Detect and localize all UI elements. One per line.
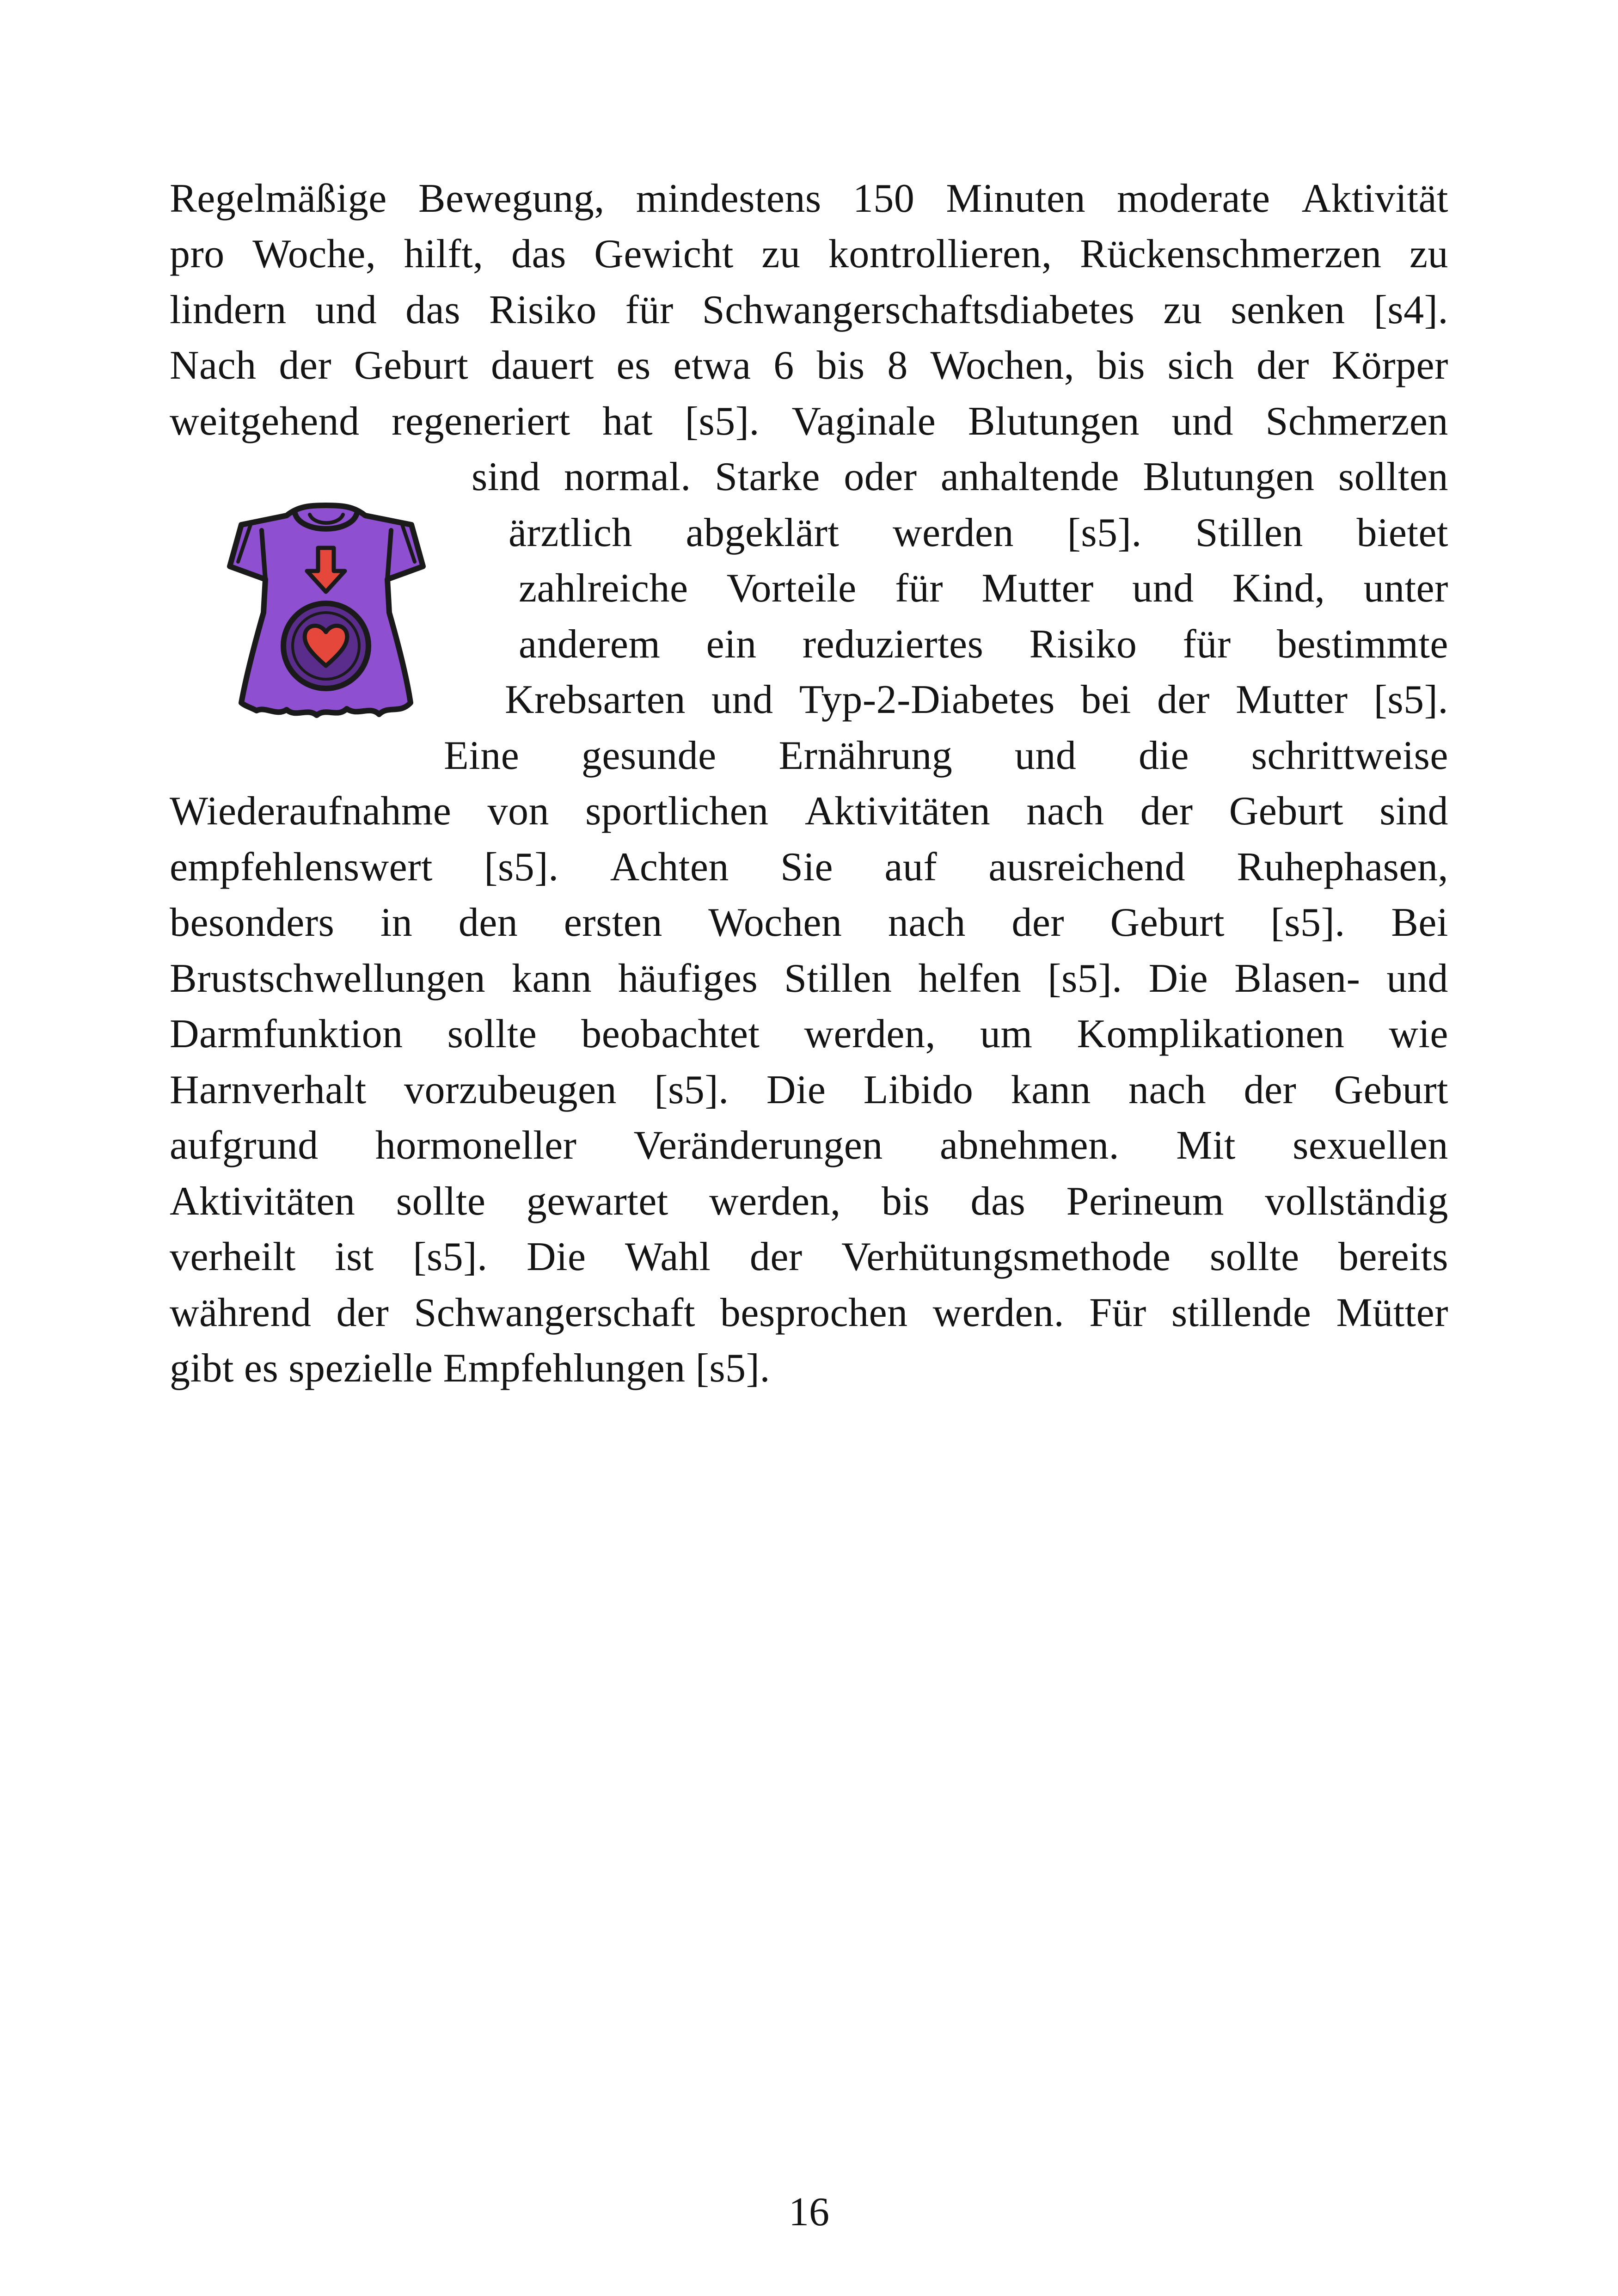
word: [s5]. xyxy=(695,1346,770,1391)
word: für xyxy=(895,566,944,611)
word: anderem xyxy=(519,622,661,667)
word: Wochen xyxy=(708,900,842,945)
word: [s5]. xyxy=(1048,956,1122,1001)
text-line xyxy=(170,343,1448,389)
word: sportlichen xyxy=(585,789,769,834)
page-number: 16 xyxy=(789,2190,829,2235)
word: bis xyxy=(1097,343,1145,388)
word: Brustschwellungen xyxy=(170,956,486,1001)
word: Blutungen xyxy=(968,399,1140,444)
word: wie xyxy=(1389,1012,1448,1056)
word: Geburt xyxy=(1334,1068,1448,1112)
text-line xyxy=(170,399,1448,445)
word: es xyxy=(244,1346,279,1391)
word: lindern xyxy=(170,288,287,332)
word: [s5]. xyxy=(1067,510,1142,555)
word: und xyxy=(315,288,377,332)
word: abgeklärt xyxy=(686,510,840,555)
word: vollständig xyxy=(1265,1179,1448,1224)
word: schrittweise xyxy=(1251,733,1448,778)
word: und xyxy=(1014,733,1077,778)
word: in xyxy=(380,900,413,945)
word: sexuellen xyxy=(1293,1123,1448,1168)
word: sind xyxy=(1379,789,1448,834)
word: Wiederaufnahme xyxy=(170,789,452,834)
text-line xyxy=(519,621,1448,668)
word: weitgehend xyxy=(170,399,360,444)
word: Für xyxy=(1089,1290,1146,1335)
word: kann xyxy=(1011,1068,1091,1112)
word: helfen xyxy=(918,956,1022,1001)
word: oder xyxy=(844,454,917,499)
word: verheilt xyxy=(170,1234,296,1279)
word: sollte xyxy=(1209,1234,1299,1279)
word: 8 xyxy=(887,343,908,388)
word: aufgrund xyxy=(170,1123,319,1168)
word: Blasen- xyxy=(1234,956,1361,1001)
word: der xyxy=(1140,789,1193,834)
word: nach xyxy=(1026,789,1104,834)
word: Perineum xyxy=(1066,1179,1224,1224)
word: Verhütungsmethode xyxy=(841,1234,1171,1279)
word: zahlreiche xyxy=(519,566,688,611)
word: spezielle xyxy=(288,1346,433,1391)
word: Starke xyxy=(715,454,820,499)
word: das xyxy=(405,288,460,332)
word: und xyxy=(1132,566,1194,611)
word: Ruhephasen, xyxy=(1237,845,1448,890)
word: Geburt xyxy=(1229,789,1344,834)
word: Bewegung, xyxy=(418,176,605,221)
word: Regelmäßige xyxy=(170,176,387,221)
word: werden, xyxy=(804,1012,936,1056)
word: Empfehlungen xyxy=(443,1346,686,1391)
word: kann xyxy=(512,956,592,1001)
word: nach xyxy=(888,900,966,945)
word: Vorteile xyxy=(726,566,857,611)
word: bis xyxy=(816,343,865,388)
word: besonders xyxy=(170,900,335,945)
word: [s5]. xyxy=(685,399,760,444)
text-line xyxy=(519,565,1448,612)
word: nach xyxy=(1128,1068,1207,1112)
text-line xyxy=(170,1011,1448,1057)
word: häufiges xyxy=(618,956,758,1001)
word: für xyxy=(1183,622,1231,667)
word: [s5]. xyxy=(484,845,559,890)
word: Die xyxy=(526,1234,586,1279)
word: sind xyxy=(472,454,540,499)
word: der xyxy=(1256,343,1309,388)
text-line xyxy=(170,844,1448,890)
word: bestimmte xyxy=(1276,622,1448,667)
text-line xyxy=(170,956,1448,1002)
word: hat xyxy=(602,399,653,444)
word: etwa xyxy=(673,343,751,388)
word: [s5]. xyxy=(413,1234,488,1279)
word: und xyxy=(711,677,773,722)
word: bei xyxy=(1080,677,1131,722)
maternity-dress-heart-icon xyxy=(217,497,435,728)
word: bietet xyxy=(1356,510,1448,555)
word: Stillen xyxy=(1195,510,1303,555)
word: Stillen xyxy=(784,956,892,1001)
word: hilft, xyxy=(404,232,484,276)
word: abnehmen. xyxy=(939,1123,1120,1168)
word: das xyxy=(511,232,566,276)
word: sich xyxy=(1167,343,1234,388)
word: sollten xyxy=(1338,454,1448,499)
word: normal. xyxy=(564,454,691,499)
word: den xyxy=(458,900,518,945)
word: Kind, xyxy=(1232,566,1325,611)
word: Die xyxy=(766,1068,826,1112)
word: von xyxy=(487,789,549,834)
word: [s4]. xyxy=(1373,288,1448,332)
word: der xyxy=(1157,677,1210,722)
text-line xyxy=(170,287,1448,333)
word: pro xyxy=(170,232,225,276)
word: Typ-2-Diabetes xyxy=(799,677,1055,722)
word: Komplikationen xyxy=(1077,1012,1345,1056)
word: Ernährung xyxy=(778,733,953,778)
word: anhaltende xyxy=(940,454,1120,499)
word: mindestens xyxy=(636,176,821,221)
word: sollte xyxy=(396,1179,486,1224)
word: gesunde xyxy=(581,733,717,778)
word: gewartet xyxy=(526,1179,668,1224)
word: Woche, xyxy=(252,232,376,276)
word: ist xyxy=(335,1234,374,1279)
text-line xyxy=(170,1290,1448,1336)
word: Nach xyxy=(170,343,257,388)
word: der xyxy=(336,1290,389,1335)
word: während xyxy=(170,1290,312,1335)
text-line xyxy=(472,454,1448,500)
word: [s5]. xyxy=(1270,900,1345,945)
word: um xyxy=(980,1012,1033,1056)
word: Risiko xyxy=(1029,622,1137,667)
text-line xyxy=(505,677,1448,723)
word: 150 xyxy=(852,176,915,221)
word: moderate xyxy=(1117,176,1270,221)
word: Schwangerschaft xyxy=(414,1290,695,1335)
word: bis xyxy=(881,1179,930,1224)
word: für xyxy=(625,288,674,332)
word: senken xyxy=(1231,288,1345,332)
text-line xyxy=(509,510,1448,556)
word: Wochen, xyxy=(930,343,1075,388)
word: ein xyxy=(706,622,757,667)
word: Aktivitäten xyxy=(804,789,991,834)
word: 6 xyxy=(773,343,794,388)
word: Körper xyxy=(1331,343,1448,388)
word: [s5]. xyxy=(654,1068,729,1112)
word: werden. xyxy=(932,1290,1065,1335)
word: Risiko xyxy=(489,288,597,332)
word: Veränderungen xyxy=(633,1123,883,1168)
text-line xyxy=(444,733,1448,779)
text-line xyxy=(170,1234,1448,1280)
text-line xyxy=(170,900,1448,946)
word: es xyxy=(616,343,651,388)
word: und xyxy=(1171,399,1233,444)
word: Geburt xyxy=(1110,900,1225,945)
word: der xyxy=(749,1234,803,1279)
word: Libido xyxy=(863,1068,974,1112)
word: gibt xyxy=(170,1346,234,1391)
text-line xyxy=(170,1123,1448,1169)
word: zu xyxy=(761,232,801,276)
word: Harnverhalt xyxy=(170,1068,367,1112)
word: Minuten xyxy=(946,176,1086,221)
word: Wahl xyxy=(625,1234,711,1279)
word: und xyxy=(1386,956,1448,1001)
word: auf xyxy=(884,845,938,890)
word: zu xyxy=(1409,232,1448,276)
text-line xyxy=(170,231,1448,277)
text-line xyxy=(170,788,1448,835)
word: das xyxy=(970,1179,1026,1224)
word: Schwangerschaftsdiabetes xyxy=(702,288,1135,332)
word: bereits xyxy=(1338,1234,1448,1279)
word: der xyxy=(279,343,332,388)
word: Gewicht xyxy=(594,232,734,276)
text-line xyxy=(170,176,1448,222)
text-line xyxy=(170,1067,1448,1113)
word: Aktivität xyxy=(1301,176,1448,221)
word: Mutter xyxy=(1235,677,1348,722)
word: stillende xyxy=(1171,1290,1312,1335)
word: Geburt xyxy=(354,343,469,388)
word: beobachtet xyxy=(581,1012,760,1056)
word: Rückenschmerzen xyxy=(1079,232,1382,276)
word: regeneriert xyxy=(392,399,570,444)
word: vorzubeugen xyxy=(404,1068,617,1112)
word: werden, xyxy=(709,1179,841,1224)
word: Bei xyxy=(1391,900,1448,945)
word: reduziertes xyxy=(802,622,984,667)
word: kontrollieren, xyxy=(828,232,1052,276)
word: Darmfunktion xyxy=(170,1012,403,1056)
word: werden xyxy=(892,510,1014,555)
word: Mit xyxy=(1176,1123,1236,1168)
word: Achten xyxy=(610,845,729,890)
word: hormoneller xyxy=(375,1123,577,1168)
word: Vaginale xyxy=(791,399,936,444)
word: [s5]. xyxy=(1373,677,1448,722)
word: die xyxy=(1139,733,1189,778)
word: Sie xyxy=(780,845,834,890)
word: zu xyxy=(1163,288,1202,332)
word: Mütter xyxy=(1336,1290,1448,1335)
word: ausreichend xyxy=(988,845,1186,890)
text-line xyxy=(170,1179,1448,1225)
word: besprochen xyxy=(720,1290,908,1335)
text-line xyxy=(170,1345,1448,1392)
word: der xyxy=(1244,1068,1297,1112)
word: Blutungen xyxy=(1143,454,1315,499)
word: Aktivitäten xyxy=(170,1179,355,1224)
word: ersten xyxy=(564,900,662,945)
word: sollte xyxy=(447,1012,537,1056)
word: Krebsarten xyxy=(505,677,686,722)
word: dauert xyxy=(490,343,594,388)
word: Mutter xyxy=(981,566,1094,611)
word: der xyxy=(1011,900,1065,945)
word: Eine xyxy=(444,733,520,778)
word: Die xyxy=(1148,956,1208,1001)
word: unter xyxy=(1363,566,1448,611)
word: Schmerzen xyxy=(1265,399,1448,444)
word: ärztlich xyxy=(509,510,632,555)
word: empfehlenswert xyxy=(170,845,433,890)
